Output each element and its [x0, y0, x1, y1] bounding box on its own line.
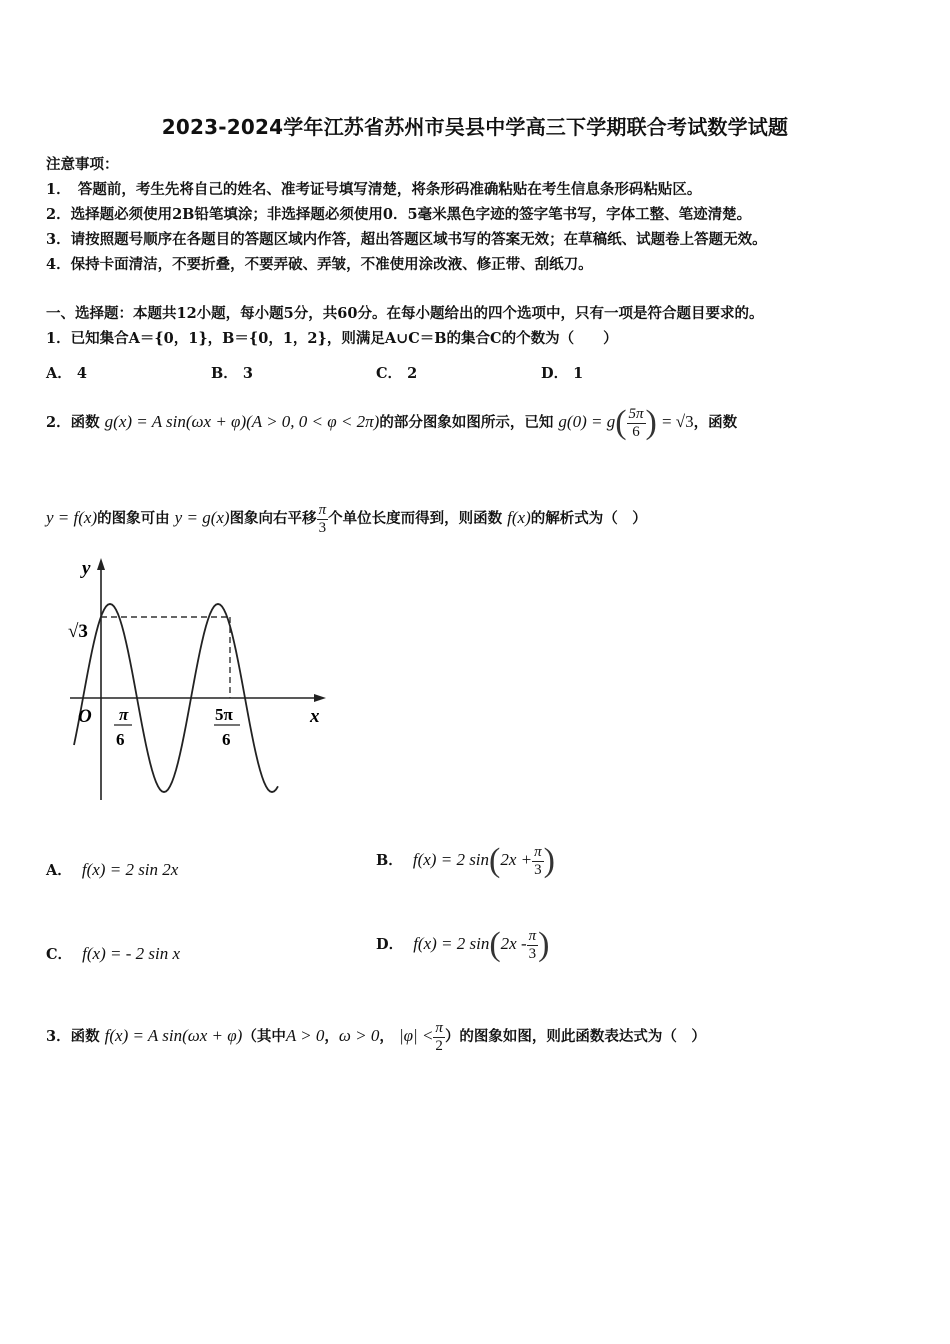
q2-option-d: D． f(x) = 2 sin(2x - $\frac{\pi}{3}$ )	[376, 926, 550, 963]
origin-label: O	[78, 706, 92, 727]
page-title: 2023-2024学年江苏省苏州市吴县中学高三下学期联合考试数学试题	[161, 115, 789, 139]
q2-line1: 2．函数 g(x) = A sin(ωx + φ)(A > 0, 0 < φ < 2π)的部分图象如图所示，已知 g(0) = g( $\frac{5\pi}{6}$ ) = √3，函数	[46, 404, 738, 441]
y-axis-arrow	[97, 558, 105, 570]
y-label: y	[82, 558, 91, 579]
tick-label: π	[119, 705, 129, 724]
fraction: $\frac{5\pi}{6}$	[628, 405, 644, 440]
note-item: 4．保持卡面清洁，不要折叠，不要弄破、弄皱，不准使用涂改液、修正带、刮纸刀。	[46, 256, 593, 273]
tick-label: 6	[116, 730, 125, 749]
tick-label: 5π	[215, 705, 233, 724]
note-item: 1． 答题前，考生先将自己的姓名、准考证号填写清楚，将条形码准确粘贴在考生信息条形码粘贴区。	[46, 181, 702, 198]
q2-option-b: B． f(x) = 2 sin(2x + $\frac{\pi}{3}$ )	[376, 842, 555, 879]
tick-label: 6	[222, 730, 231, 749]
q2-text: 的部分图象如图所示，已知	[379, 414, 554, 431]
section-heading: 一、选择题：本题共12小题，每小题5分，共60分。在每小题给出的四个选项中，只有一项是符合题目要求的。	[46, 305, 764, 322]
note-item: 2．选择题必须使用2B铅笔填涂；非选择题必须使用0．5毫米黑色字迹的签字笔书写，字体工整、笔迹清楚。	[46, 206, 752, 223]
q2-known-lhs: g(0) = g	[558, 412, 616, 431]
fraction: $\frac{\pi}{3}$	[318, 501, 327, 536]
q1-option-a: A． 4	[46, 365, 87, 382]
fraction: $\frac{\pi}{3}$	[528, 927, 537, 962]
sine-graph	[60, 552, 340, 807]
fraction: $\frac{\pi}{3}$	[534, 843, 542, 878]
q2-option-a: A． f(x) = 2 sin 2x	[46, 860, 179, 879]
q2-option-c: C． f(x) = - 2 sin x	[46, 944, 181, 963]
q1-option-d: D． 1	[541, 365, 584, 382]
q2-function: g(x) = A sin(ωx + φ)(A > 0, 0 < φ < 2π)	[104, 412, 380, 431]
q1-option-b: B． 3	[211, 365, 253, 382]
note-item: 3．请按照题号顺序在各题目的答题区域内作答，超出答题区域书写的答案无效；在草稿纸、试题卷上答题无效。	[46, 231, 767, 248]
q2-number: 2．函数	[46, 414, 100, 431]
notes-heading: 注意事项：	[46, 156, 119, 173]
q1-stem: 1．已知集合A＝{0，1}，B＝{0，1，2}，则满足A∪C＝B的集合C的个数为（ ）	[46, 330, 618, 347]
fraction: $\frac{\pi}{2}$	[435, 1019, 443, 1054]
sqrt3-label: √3	[68, 621, 88, 642]
q2-known-rhs: = √3	[661, 412, 694, 431]
q3-line: 3．函数 f(x) = A sin(ωx + φ)（其中A > 0，ω > 0， |φ| < $\frac{\pi}{2}$ ）的图象如图，则此函数表达式为（ ）	[46, 1019, 706, 1054]
x-label: x	[310, 706, 320, 727]
q1-option-c: C． 2	[376, 365, 418, 382]
x-axis-arrow	[314, 694, 326, 702]
q2-line2: y = f(x)的图象可由 y = g(x)图象向右平移 $\frac{\pi}{3}$ 个单位长度而得到，则函数 f(x)的解析式为（ ）	[46, 501, 647, 536]
